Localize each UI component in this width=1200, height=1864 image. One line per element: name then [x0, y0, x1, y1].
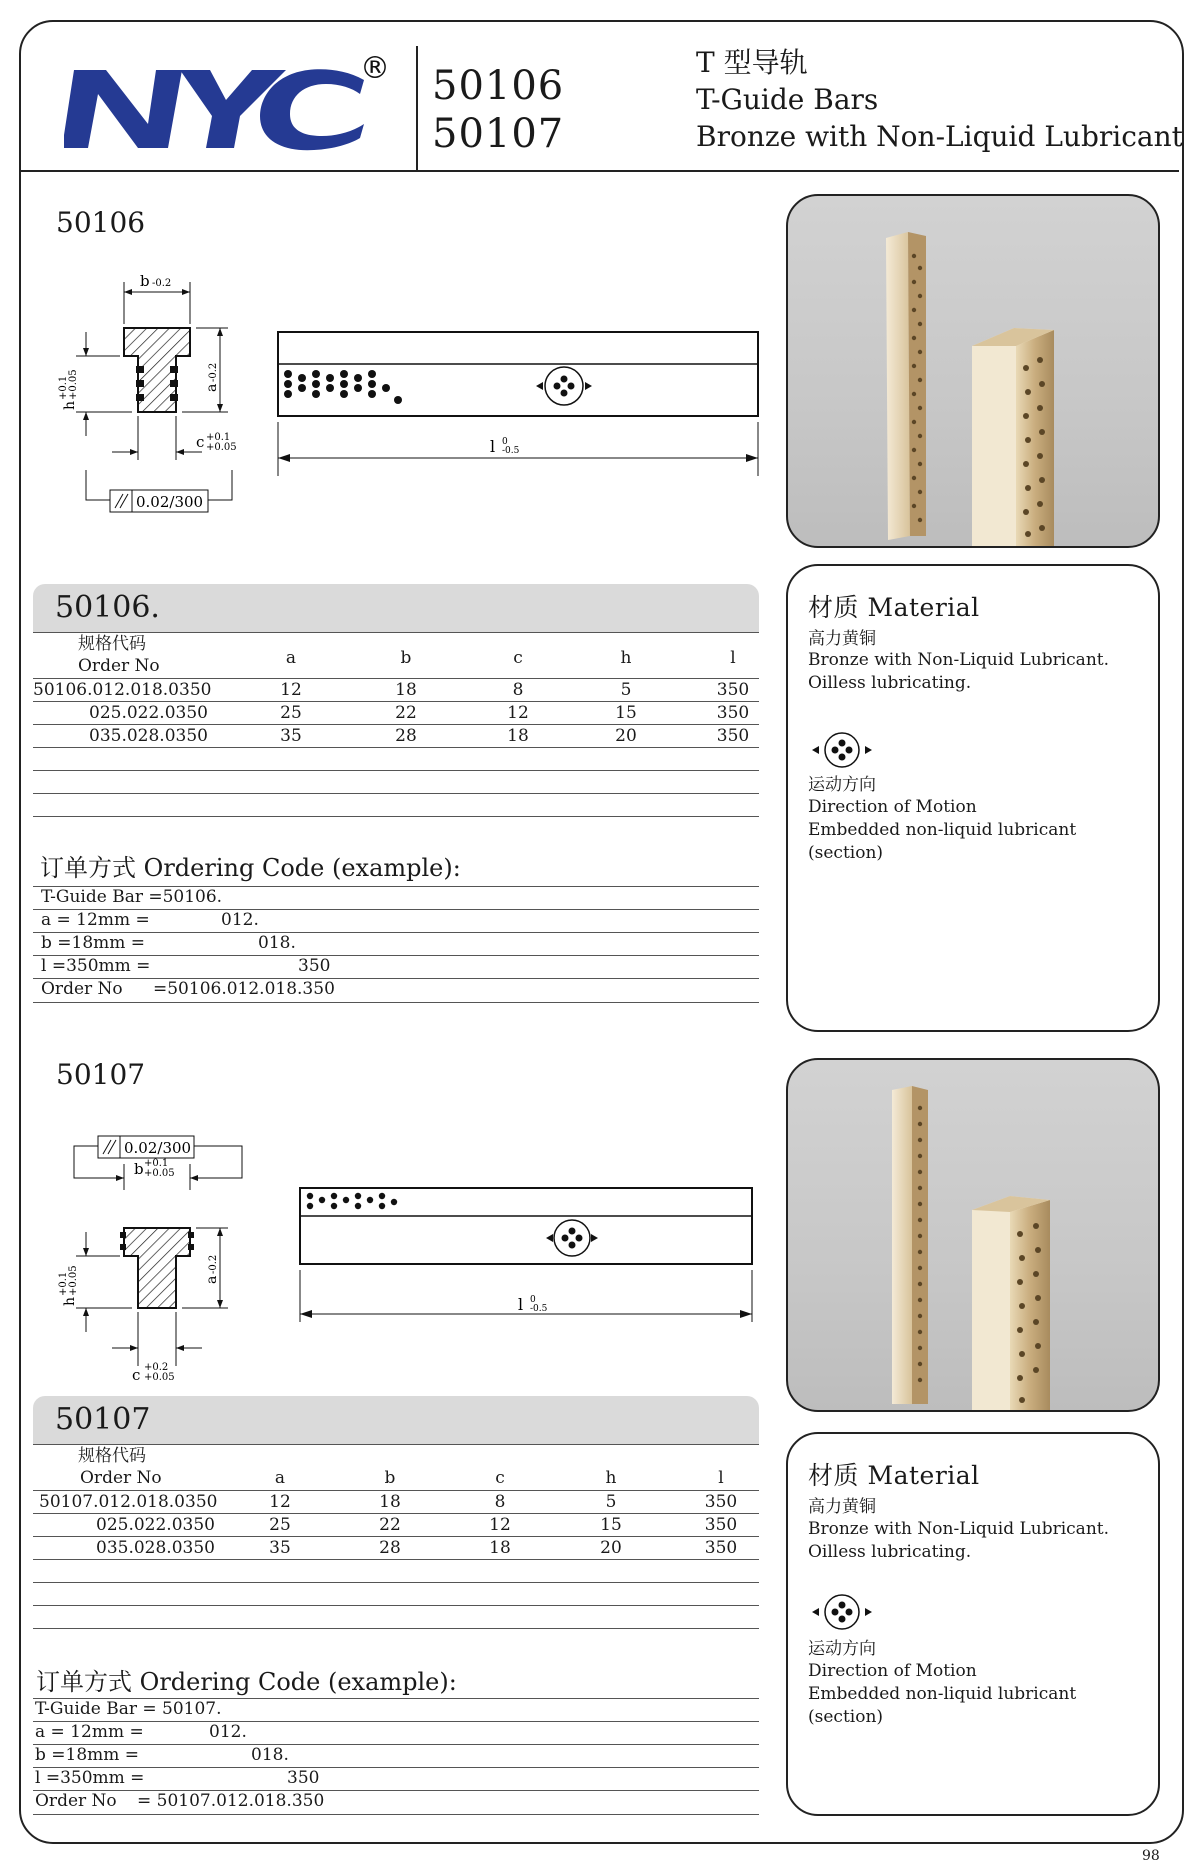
table-cell: 350: [704, 1492, 738, 1512]
table-row-order: 50107.012.018.0350: [39, 1492, 218, 1512]
table-row-order: 025.022.0350: [96, 1515, 215, 1535]
table-cell: 18: [489, 1538, 511, 1558]
dim-b-tol-top: +0.1: [144, 1158, 169, 1169]
table-cell: 25: [280, 703, 302, 723]
lubricant-text-2: (section): [808, 1707, 884, 1727]
table-cell: 25: [269, 1515, 291, 1535]
table-cell: 15: [600, 1515, 622, 1535]
header-code-1: 50106: [432, 63, 565, 109]
dim-c-tol-bot: +0.05: [206, 442, 237, 453]
ordering-row: T-Guide Bar =50106.: [41, 887, 223, 907]
page-number: 98: [1142, 1848, 1160, 1864]
material-name-cn: 高力黄铜: [808, 1497, 876, 1517]
material-title-en: Material: [867, 593, 980, 622]
dim-l-tol-bot: -0.5: [530, 1304, 548, 1314]
ordering-row: T-Guide Bar = 50107.: [35, 1699, 222, 1719]
dim-l: l: [490, 437, 496, 456]
table-cell: 12: [269, 1492, 291, 1512]
table-cell: 5: [605, 1492, 617, 1512]
table-cell: 350: [716, 703, 750, 723]
table-cell: 15: [615, 703, 637, 723]
header-title: [696, 44, 1183, 155]
table-cell: 35: [269, 1538, 291, 1558]
ordering-value: 350: [287, 1768, 320, 1788]
material-desc-2: Oilless lubricating.: [808, 1542, 972, 1562]
material-title-cn: 材质: [808, 1461, 860, 1490]
ordering-title-en: Ordering Code (example):: [143, 854, 461, 882]
ordering-example-50107: [33, 1698, 759, 1816]
table-row-order: 50106.012.018.0350: [33, 680, 212, 700]
motion-cn: 运动方向: [808, 1639, 876, 1659]
ordering-row: l =350mm =: [35, 1768, 145, 1788]
ordering-row: b =18mm =: [35, 1745, 140, 1765]
table-cell: 22: [395, 703, 417, 723]
ordering-title-cn: 订单方式: [36, 1668, 132, 1696]
ordering-value: 350: [298, 956, 331, 976]
subtitle: Bronze with Non-Liquid Lubricant: [696, 120, 1183, 153]
col-l: l: [718, 1468, 724, 1488]
table-cell: 12: [507, 703, 529, 723]
product-photo-50107: [786, 1058, 1160, 1412]
registered-mark: ®: [360, 51, 390, 86]
dim-l: l: [518, 1295, 524, 1314]
ordering-row: b =18mm =: [41, 933, 146, 953]
dim-h-tol-bot: +0.05: [68, 369, 79, 400]
ordering-value: 012.: [221, 910, 259, 930]
dim-a-tol: -0.2: [208, 1254, 219, 1274]
dim-a: a: [204, 383, 220, 392]
col-b: b: [400, 648, 412, 668]
ordering-title-50106: [40, 848, 461, 883]
ordering-title-cn: 订单方式: [40, 854, 136, 882]
table-cell: 350: [704, 1538, 738, 1558]
header-divider: [416, 46, 418, 170]
table-cell: 35: [280, 726, 302, 746]
ordering-row: Order No: [35, 1791, 117, 1811]
dim-a: a: [204, 1275, 220, 1284]
table-cell: 350: [716, 680, 750, 700]
col-h: h: [620, 648, 632, 668]
title-en: T-Guide Bars: [696, 83, 879, 116]
table-cell: 5: [620, 680, 632, 700]
table-cell: 18: [507, 726, 529, 746]
ordering-value: =50106.012.018.350: [153, 979, 335, 999]
table-title: 50106.: [55, 590, 160, 625]
col-b: b: [384, 1468, 396, 1488]
lubricant-text-1: Embedded non-liquid lubricant: [808, 1684, 1077, 1704]
table-cell: 22: [379, 1515, 401, 1535]
material-desc-1: Bronze with Non-Liquid Lubricant.: [808, 1519, 1110, 1539]
dim-l-tol-top: 0: [502, 437, 508, 447]
material-title-cn: 材质: [808, 593, 860, 622]
motion-en: Direction of Motion: [808, 1661, 977, 1681]
dim-a-tol: -0.2: [208, 362, 219, 382]
parallel-tol: 0.02/300: [124, 1139, 192, 1157]
ordering-row: a = 12mm =: [41, 910, 150, 930]
table-cell: 28: [395, 726, 417, 746]
motion-en: Direction of Motion: [808, 797, 977, 817]
dim-b: b: [140, 272, 150, 290]
product-photo-50106: [786, 194, 1160, 548]
material-card-50107: [786, 1432, 1160, 1816]
order-label-cn: 规格代码: [78, 1446, 146, 1466]
col-c: c: [495, 1468, 505, 1488]
title-cn: T 型导轨: [696, 46, 808, 79]
dim-c-tol-bot: +0.05: [144, 1372, 175, 1383]
spec-table-50107: [33, 1396, 759, 1628]
bar-drawing-50106: [274, 326, 764, 486]
dim-h-tol-top: +0.1: [58, 1271, 69, 1296]
material-name-cn: 高力黄铜: [808, 629, 876, 649]
table-cell: 18: [395, 680, 417, 700]
ordering-row: a = 12mm =: [35, 1722, 144, 1742]
col-c: c: [513, 648, 523, 668]
table-cell: 8: [512, 680, 524, 700]
header-rule: [21, 170, 1179, 172]
dim-h-tol-bot: +0.05: [68, 1265, 79, 1296]
dim-h: h: [62, 400, 78, 410]
dim-l-tol-top: 0: [530, 1295, 536, 1305]
motion-direction-icon: [810, 728, 874, 772]
lubricant-text-1: Embedded non-liquid lubricant: [808, 820, 1077, 840]
table-cell: 350: [704, 1515, 738, 1535]
ordering-value: 018.: [251, 1745, 289, 1765]
table-cell: 20: [600, 1538, 622, 1558]
table-row-order: 025.022.0350: [89, 703, 208, 723]
dim-c-tol-top: +0.1: [206, 432, 231, 443]
table-title-bar: [33, 1396, 759, 1444]
header-codes: [432, 62, 564, 158]
table-row-order: 035.028.0350: [96, 1538, 215, 1558]
section-label-50107: 50107: [56, 1058, 146, 1091]
parallel-tol: 0.02/300: [136, 493, 204, 511]
dim-b-tol: -0.2: [152, 278, 172, 289]
table-title: 50107: [55, 1402, 151, 1437]
dim-l-tol-bot: -0.5: [502, 446, 520, 456]
profile-drawing-50106: [56, 260, 266, 520]
table-cell: 18: [379, 1492, 401, 1512]
col-a: a: [274, 1468, 286, 1488]
dim-c: c: [196, 433, 205, 451]
dim-b: b: [134, 1160, 144, 1178]
material-desc-1: Bronze with Non-Liquid Lubricant.: [808, 650, 1110, 670]
ordering-value: = 50107.012.018.350: [137, 1791, 325, 1811]
header-code-2: 50107: [432, 111, 565, 157]
order-label-cn: 规格代码: [78, 634, 146, 654]
col-h: h: [605, 1468, 617, 1488]
nyc-logo: [64, 48, 404, 160]
spec-table-50106: [33, 584, 759, 816]
ordering-row: Order No: [41, 979, 123, 999]
table-cell: 28: [379, 1538, 401, 1558]
material-title-en: Material: [867, 1461, 980, 1490]
ordering-row: l =350mm =: [41, 956, 151, 976]
ordering-example-50106: [33, 886, 759, 1004]
ordering-title-en: Ordering Code (example):: [139, 1668, 457, 1696]
lubricant-text-2: (section): [808, 843, 884, 863]
col-a: a: [285, 648, 297, 668]
table-cell: 8: [494, 1492, 506, 1512]
order-label-en: Order No: [78, 656, 160, 676]
profile-drawing-50107: [56, 1126, 266, 1386]
table-title-bar: [33, 584, 759, 632]
bar-drawing-50107: [296, 1182, 766, 1332]
table-cell: 350: [716, 726, 750, 746]
table-cell: 12: [280, 680, 302, 700]
section-label-50106: 50106: [56, 206, 146, 239]
dim-h-tol-top: +0.1: [58, 375, 69, 400]
ordering-title-50107: [36, 1662, 457, 1697]
dim-h: h: [62, 1296, 78, 1306]
dim-c: c: [132, 1366, 141, 1384]
table-cell: 20: [615, 726, 637, 746]
material-card-50106: [786, 564, 1160, 1032]
col-l: l: [730, 648, 736, 668]
ordering-value: 018.: [258, 933, 296, 953]
dim-c-tol-top: +0.2: [144, 1362, 169, 1373]
table-row-order: 035.028.0350: [89, 726, 208, 746]
motion-direction-icon: [810, 1590, 874, 1634]
ordering-value: 012.: [209, 1722, 247, 1742]
order-label-en: Order No: [80, 1468, 162, 1488]
material-desc-2: Oilless lubricating.: [808, 673, 972, 693]
table-cell: 12: [489, 1515, 511, 1535]
motion-cn: 运动方向: [808, 775, 876, 795]
dim-b-tol-bot: +0.05: [144, 1168, 175, 1179]
